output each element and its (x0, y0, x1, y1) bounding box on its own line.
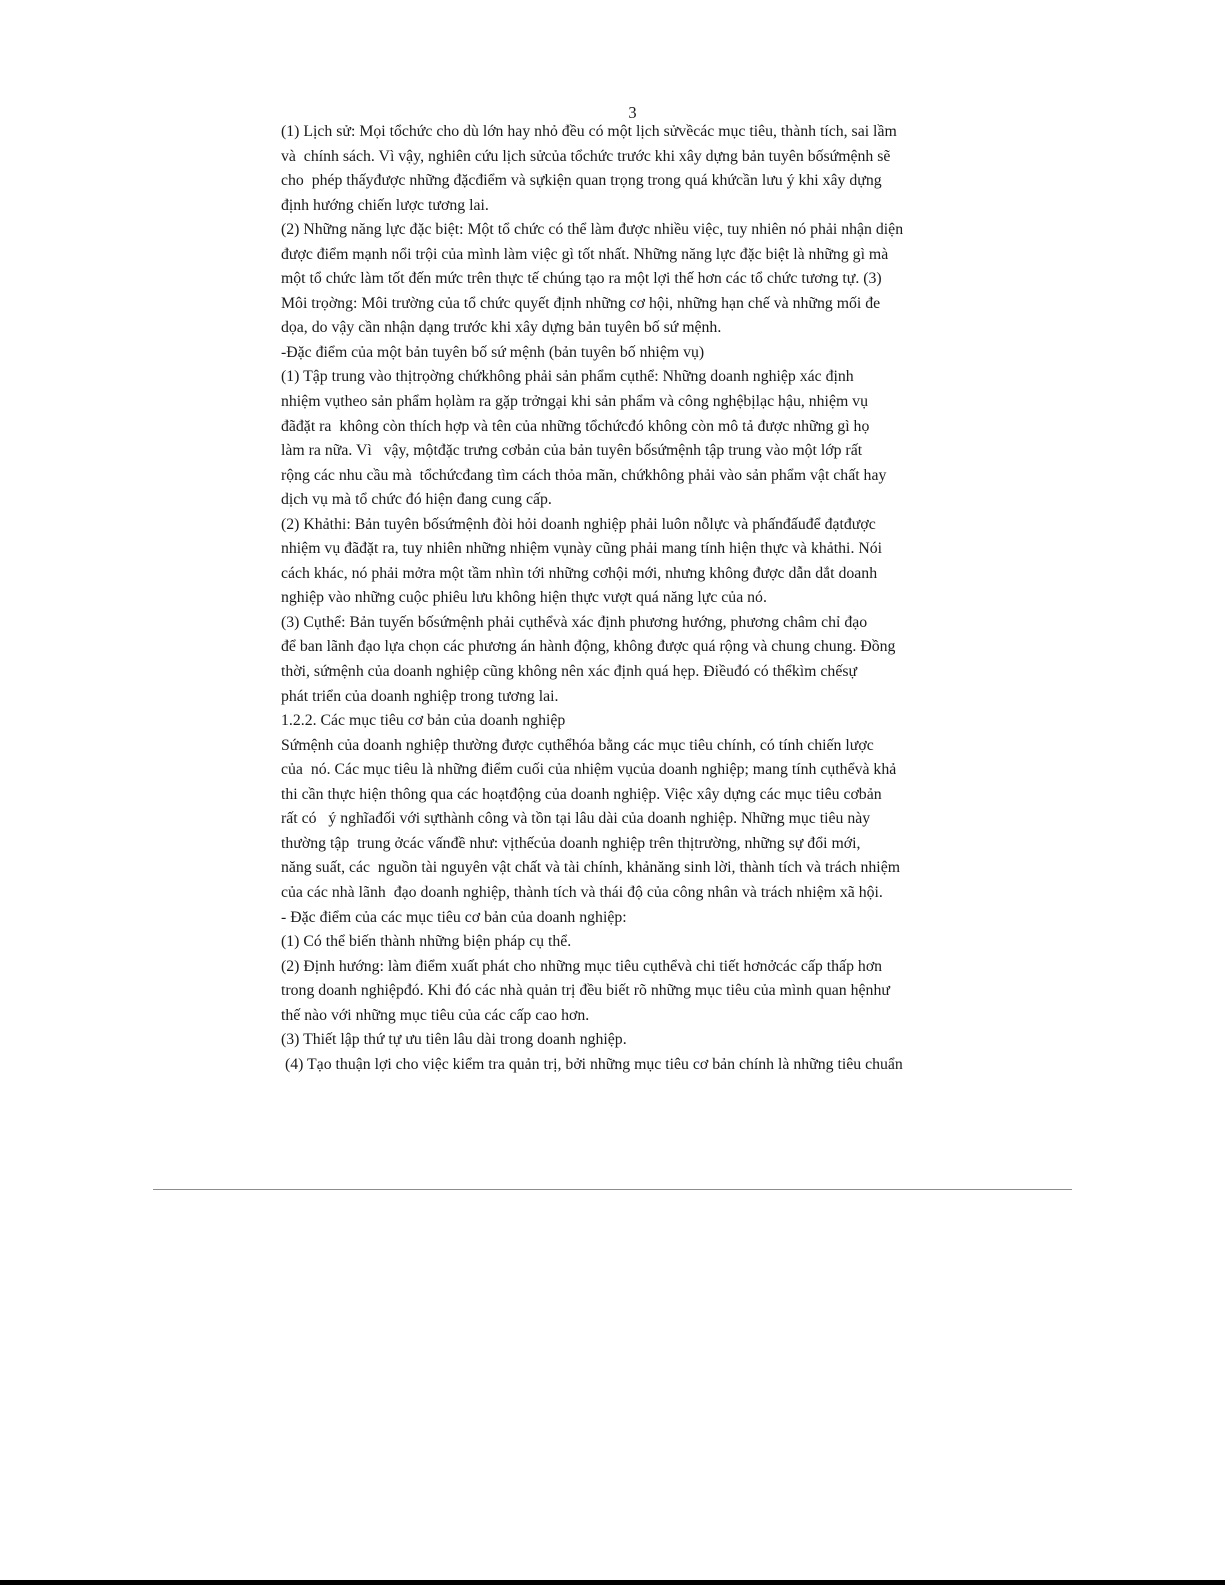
text-line: được điểm mạnh nổi trội của mình làm việc gì tốt nhất. Những năng lực đặc biệt là những gì mà (281, 245, 889, 263)
text-line: làm ra nữa. Vì vậy, mộtđặc trưng cơbản của bản tuyên bốsứmệnh tập trung vào một lớp rất (281, 442, 863, 460)
footer-divider (153, 1189, 1072, 1190)
text-line: một tổ chức làm tốt đến mức trên thực tế chúng tạo ra một lợi thế hơn các tổ chức tương tự. (3) (281, 270, 882, 288)
text-line: để ban lãnh đạo lựa chọn các phương án hành động, không được quá rộng và chung chung. Đồng (281, 638, 896, 656)
text-line: thời, sứmệnh của doanh nghiệp cũng không nên xác định quá hẹp. Điềuđó có thểkìm chếsự (281, 663, 858, 681)
text-line: của các nhà lãnh đạo doanh nghiệp, thành tích và thái độ của công nhân và trách nhiệm xã hội. (281, 883, 883, 901)
text-line: (1) Lịch sử: Mọi tổchức cho dù lớn hay nhỏ đều có một lịch sửvềcác mục tiêu, thành tích, sai lầm (281, 123, 897, 140)
text-line: dọa, do vậy cần nhận dạng trước khi xây dựng bản tuyên bố sứ mệnh. (281, 319, 722, 337)
text-line: định hướng chiến lược tương lai. (281, 196, 489, 214)
text-line: Sứmệnh của doanh nghiệp thường được cụthểhóa bằng các mục tiêu chính, có tính chiến lược (281, 736, 874, 754)
text-line: rất có ý nghĩađối với sựthành công và tồn tại lâu dài của doanh nghiệp. Những mục tiêu này (281, 810, 871, 828)
text-line: (1) Tập trung vào thịtrọờng chứkhông phải sản phẩm cụthể: Những doanh nghiệp xác định (281, 368, 854, 386)
text-line: năng suất, các nguồn tài nguyên vật chất và tài chính, khảnăng sinh lời, thành tích và trách nhiệm (281, 859, 900, 877)
text-line: cách khác, nó phải mởra một tầm nhìn tới những cơhội mới, nhưng không được dẫn dắt doanh (281, 564, 878, 582)
text-line: nghiệp vào những cuộc phiêu lưu không hiện thực vượt quá năng lực của nó. (281, 589, 767, 607)
text-line: - Đặc điểm của các mục tiêu cơ bản của doanh nghiệp: (281, 908, 627, 926)
section-heading: 1.2.2. Các mục tiêu cơ bản của doanh nghiệp (281, 712, 566, 730)
text-line: cho phép thấyđược những đặcđiểm và sựkiện quan trọng trong quá khứcần lưu ý khi xây dựng (281, 172, 882, 190)
text-line: (3) Thiết lập thứ tự ưu tiên lâu dài trong doanh nghiệp. (281, 1031, 627, 1049)
text-line: (4) Tạo thuận lợi cho việc kiểm tra quản trị, bởi những mục tiêu cơ bản chính là những tiêu chuẩn (281, 1055, 903, 1073)
text-line: nhiệm vụ đãđặt ra, tuy nhiên những nhiệm vụnày cũng phải mang tính hiện thực và khảthi. Nói (281, 540, 883, 558)
page-bottom-edge (0, 1580, 1225, 1585)
text-line: (2) Định hướng: làm điểm xuất phát cho những mục tiêu cụthểvà chi tiết hơnởcác cấp thấp hơn (281, 957, 883, 975)
text-line: thi cần thực hiện thông qua các hoạtđộng của doanh nghiệp. Việc xây dựng các mục tiêu cơbản (281, 785, 882, 803)
text-line: dịch vụ mà tổ chức đó hiện đang cung cấp. (281, 491, 552, 509)
text-line: thế nào với những mục tiêu của các cấp cao hơn. (281, 1006, 590, 1024)
text-line: nhiệm vụtheo sản phẩm họlàm ra gặp trởngại khi sản phẩm và công nghệbịlạc hậu, nhiệm vụ (281, 393, 868, 411)
page-number: 3 (628, 103, 637, 122)
text-line: và chính sách. Vì vậy, nghiên cứu lịch sửcủa tổchức trước khi xây dựng bản tuyên bốsứmệnh sẽ (281, 147, 891, 165)
text-line: (1) Có thể biến thành những biện pháp cụ thể. (281, 933, 572, 951)
text-line: (2) Những năng lực đặc biệt: Một tổ chức có thể làm được nhiều việc, tuy nhiên nó phải nhận diện (281, 221, 904, 239)
text-line: của nó. Các mục tiêu là những điểm cuối của nhiệm vụcủa doanh nghiệp; mang tính cụthểvà khả (281, 761, 897, 779)
body-text (281, 120, 966, 1077)
text-line: thường tập trung ởcác vấnđề như: vịthếcủa doanh nghiệp trên thịtrường, những sự đổi mới, (281, 834, 861, 852)
text-line: rộng các nhu cầu mà tổchứcđang tìm cách thỏa mãn, chứkhông phải vào sản phẩm vật chất hay (281, 466, 887, 484)
text-line: (3) Cụthể: Bản tuyến bốsứmệnh phải cụthểvà xác định phương hướng, phương châm chỉ đạo (281, 613, 868, 631)
text-line: -Đặc điểm của một bản tuyên bố sứ mệnh (bản tuyên bố nhiệm vụ) (281, 343, 705, 361)
text-line: trong doanh nghiệpđó. Khi đó các nhà quản trị đều biết rõ những mục tiêu của mình quan hệnhư (281, 982, 890, 1000)
text-line: (2) Khảthi: Bản tuyên bốsứmệnh đòi hỏi doanh nghiệp phải luôn nỗlực và phấnđấuđể đạtđược (281, 515, 876, 533)
text-line: đãđặt ra không còn thích hợp và tên của những tổchứcđó không còn mô tả được những gì họ (281, 417, 870, 435)
text-line: phát triển của doanh nghiệp trong tương lai. (281, 687, 559, 705)
text-line: Môi trọờng: Môi trường của tổ chức quyết định những cơ hội, những hạn chế và những mối đe (281, 294, 881, 312)
